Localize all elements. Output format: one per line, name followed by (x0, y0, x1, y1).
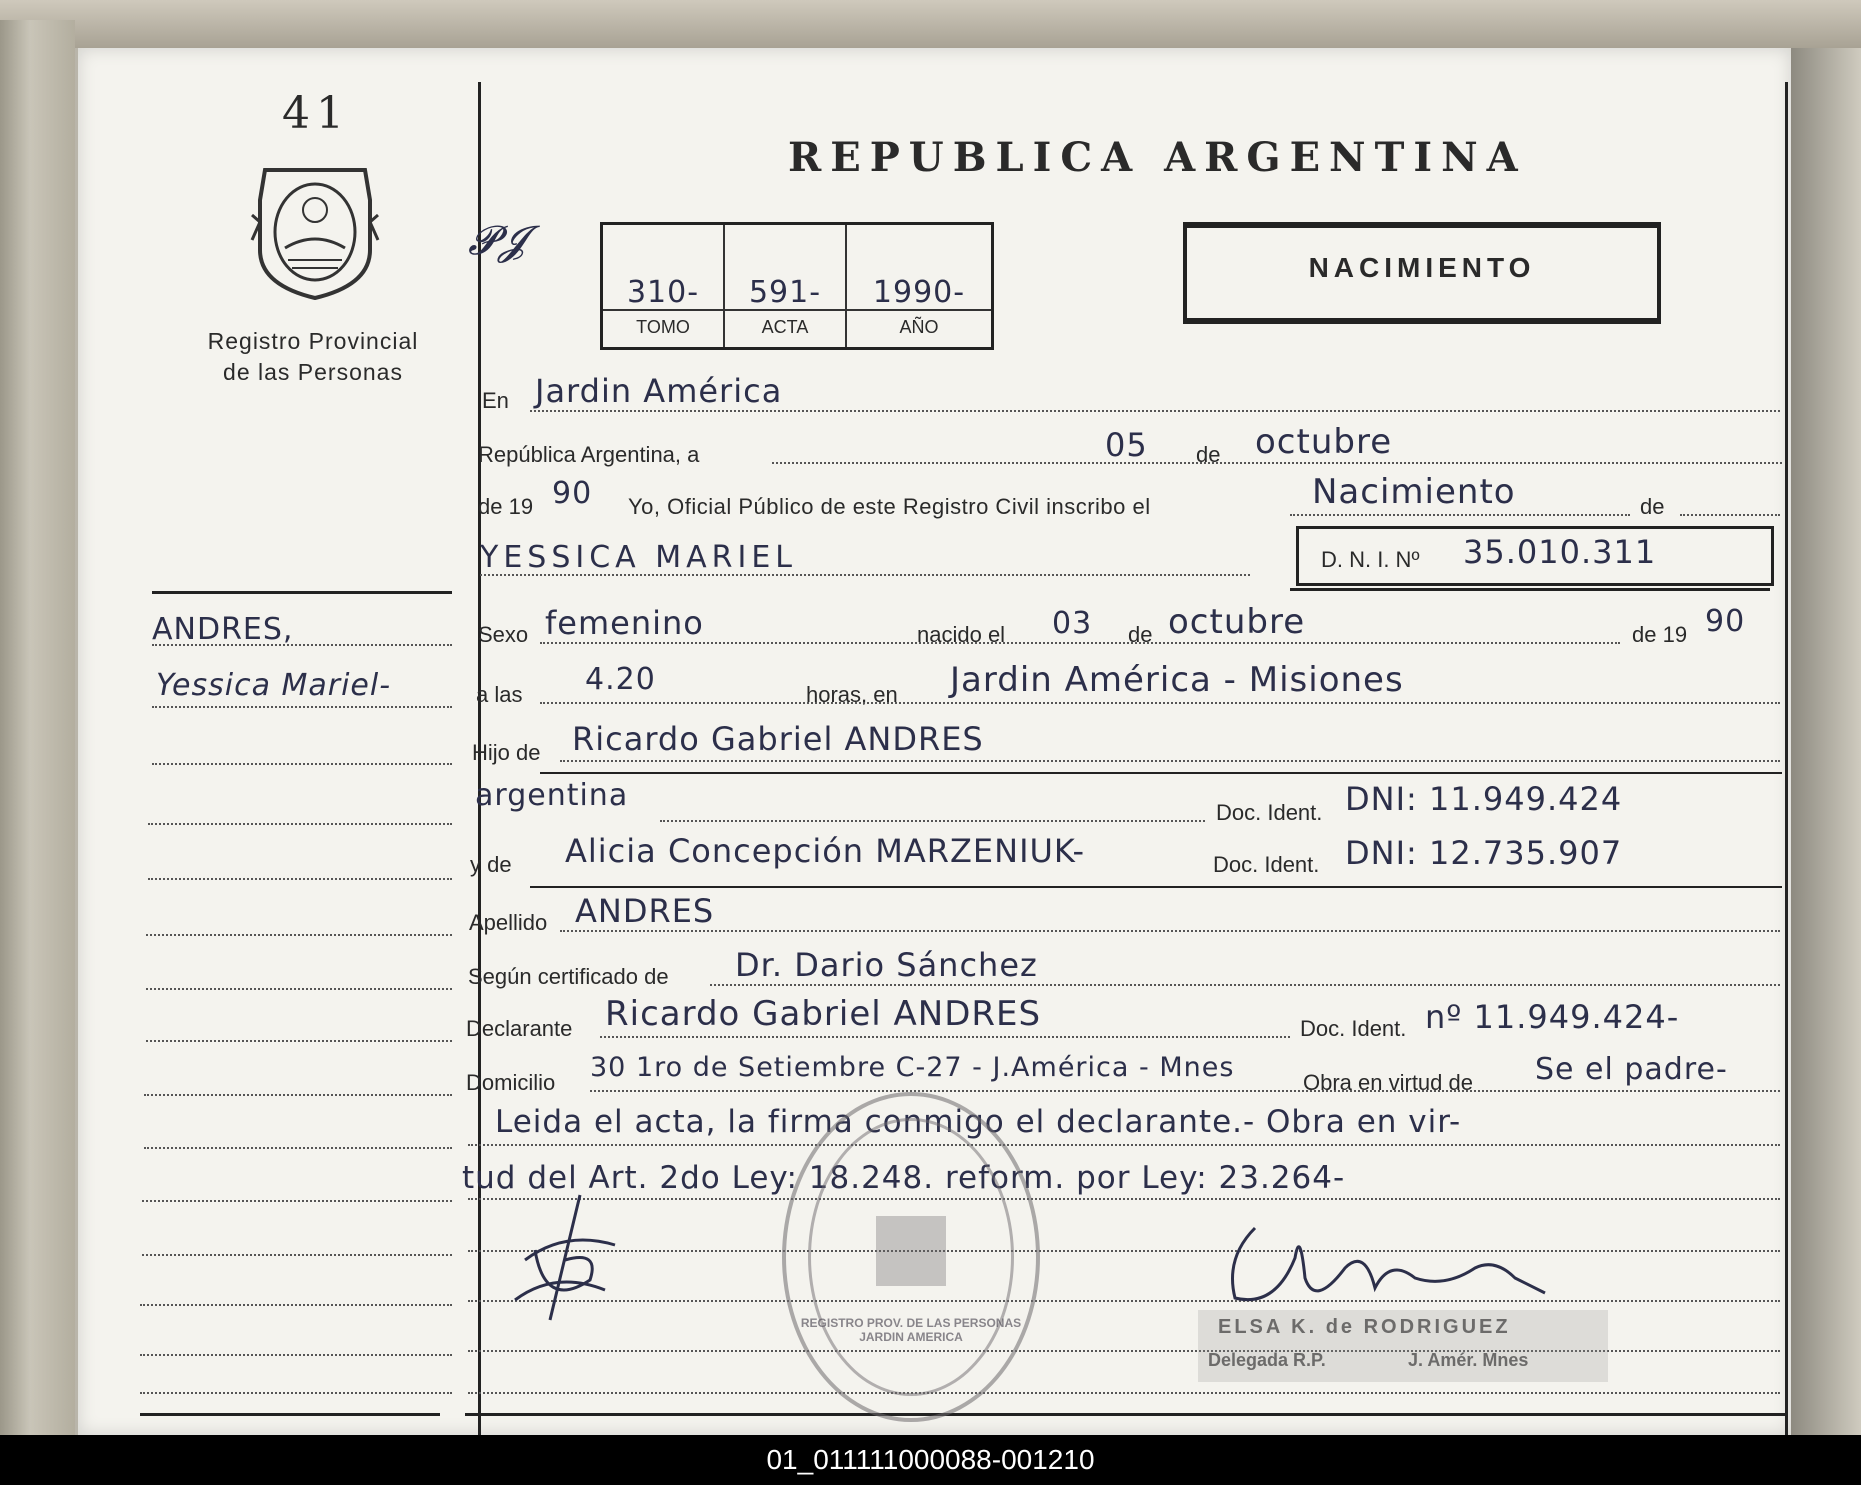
nacido-year-prefix: de 19 (1632, 622, 1688, 647)
oficial-text: Yo, Oficial Público de este Registro Civil inscribo el (628, 494, 1151, 519)
margin-line (142, 1254, 452, 1256)
left-column-bottom-rule (140, 1413, 440, 1416)
tomo-cell (603, 225, 725, 347)
registry-number-box (600, 222, 994, 350)
margin-line (152, 706, 452, 708)
declarante-value: Ricardo Gabriel ANDRES (605, 994, 1042, 1034)
de-end-label: de (1640, 494, 1665, 519)
nacido-label: nacido el (917, 622, 1006, 647)
record-type-box (1183, 222, 1661, 324)
dni-label: D. N. I. Nº (1321, 547, 1420, 572)
segun-value: Dr. Dario Sánchez (735, 946, 1038, 984)
stamp-text: REGISTRO PROV. DE LAS PERSONAS JARDIN AMERICA (800, 1316, 1022, 1344)
margin-surname: ANDRES, (152, 612, 294, 647)
apellido-value: ANDRES (575, 892, 715, 930)
margin-given-name: Yessica Mariel- (156, 668, 392, 703)
nacido-month: octubre (1168, 602, 1306, 642)
anio-value: 1990- (872, 275, 966, 310)
record-type: NACIMIENTO (1308, 252, 1536, 283)
right-border (1785, 82, 1788, 1435)
nacido-day: 03 (1052, 606, 1093, 641)
nacido-de-label: de (1128, 622, 1153, 647)
republica-label: República Argentina, a (478, 442, 700, 467)
sexo-value: femenino (545, 604, 704, 642)
apellido-label: Apellido (469, 910, 548, 935)
country-title: REPUBLICA ARGENTINA (788, 134, 1527, 181)
official-stamp-place: J. Amér. Mnes (1408, 1350, 1529, 1370)
nacido-year: 90 (1705, 604, 1746, 639)
inscribo-value: Nacimiento (1312, 472, 1516, 512)
acta-value: 591- (748, 275, 822, 310)
mother-doc-value: DNI: 12.735.907 (1345, 834, 1623, 872)
page-number: 41 (282, 88, 350, 139)
day-de-label: de (1196, 442, 1221, 467)
margin-line (140, 1304, 452, 1306)
obra-value: Se el padre- (1535, 1052, 1728, 1087)
official-stamp (1198, 1310, 1608, 1382)
father-name: Ricardo Gabriel ANDRES (572, 720, 984, 758)
stamp-emblem-icon (876, 1216, 946, 1286)
office-name-line2: de las Personas (223, 359, 403, 385)
child-name: YESSICA MARIEL (480, 540, 797, 575)
anio-label: AÑO (899, 317, 939, 337)
margin-line (146, 934, 452, 936)
margin-line (140, 1392, 452, 1394)
main-bottom-rule (465, 1413, 1785, 1416)
book-top-edge (0, 0, 1861, 48)
footer-code: 01_011111000088-001210 (0, 1435, 1861, 1485)
acta-cell (725, 225, 847, 347)
father-doc-label: Doc. Ident. (1216, 800, 1323, 825)
father-nationality: argentina (475, 778, 629, 813)
declarante-label: Declarante (466, 1016, 573, 1041)
en-label: En (482, 388, 509, 413)
margin-line (146, 1040, 452, 1042)
acta-label: ACTA (761, 317, 809, 337)
declarante-doc-value: nº 11.949.424- (1425, 998, 1680, 1036)
office-name (188, 326, 438, 388)
year-prefix-label: de 19 (478, 494, 534, 519)
margin-line (142, 1200, 452, 1202)
tomo-label: TOMO (636, 317, 690, 337)
book-spine (0, 20, 75, 1435)
margin-line (144, 1094, 452, 1096)
birth-place: Jardin América - Misiones (950, 660, 1404, 700)
horas-label: horas, en (806, 682, 898, 707)
father-doc-value: DNI: 11.949.424 (1345, 780, 1623, 818)
alas-label: a las (476, 682, 523, 707)
text-line-2: tud del Art. 2do Ley: 18.248. reform. por Ley: 23.264- (462, 1160, 1346, 1196)
book-right-edge (1791, 48, 1861, 1435)
month-value: octubre (1255, 422, 1393, 462)
text-line-1: Leida el acta, la firma conmigo el declarante.- Obra en vir- (495, 1104, 1462, 1140)
dni-value: 35.010.311 (1463, 533, 1657, 571)
official-signature-icon (1215, 1218, 1555, 1318)
obra-label: Obra en virtud de (1303, 1070, 1473, 1095)
mother-name: Alicia Concepción MARZENIUK- (565, 832, 1086, 870)
domicilio-value: 30 1ro de Setiembre C-27 - J.América - Mnes (590, 1052, 1235, 1083)
domicilio-label: Domicilio (466, 1070, 556, 1095)
segun-label: Según certificado de (468, 964, 669, 989)
left-column-top-rule (152, 591, 452, 594)
margin-line (152, 763, 452, 765)
year-value: 90 (552, 476, 593, 511)
day-value: 05 (1105, 426, 1148, 464)
margin-line (140, 1354, 452, 1356)
hijo-label: Hijo de (472, 740, 541, 765)
official-stamp-name: ELSA K. de RODRIGUEZ (1218, 1316, 1511, 1338)
registrar-initials: 𝓟𝓙 (468, 218, 527, 264)
declarante-doc-label: Doc. Ident. (1300, 1016, 1407, 1041)
margin-line (148, 878, 452, 880)
anio-cell (847, 225, 991, 347)
official-stamp-title: Delegada R.P. (1208, 1350, 1326, 1370)
mother-doc-label: Doc. Ident. (1213, 852, 1320, 877)
office-name-line1: Registro Provincial (207, 328, 419, 354)
hour-value: 4.20 (585, 662, 656, 697)
margin-line (144, 1147, 452, 1149)
registry-stamp (782, 1092, 1040, 1422)
sexo-label: Sexo (478, 622, 529, 647)
margin-line (146, 988, 452, 990)
declarant-signature-icon (505, 1190, 625, 1330)
dni-box (1296, 526, 1774, 586)
tomo-value: 310- (626, 275, 700, 310)
margin-line (148, 823, 452, 825)
yde-label: y de (470, 852, 512, 877)
en-value: Jardin América (535, 372, 783, 410)
